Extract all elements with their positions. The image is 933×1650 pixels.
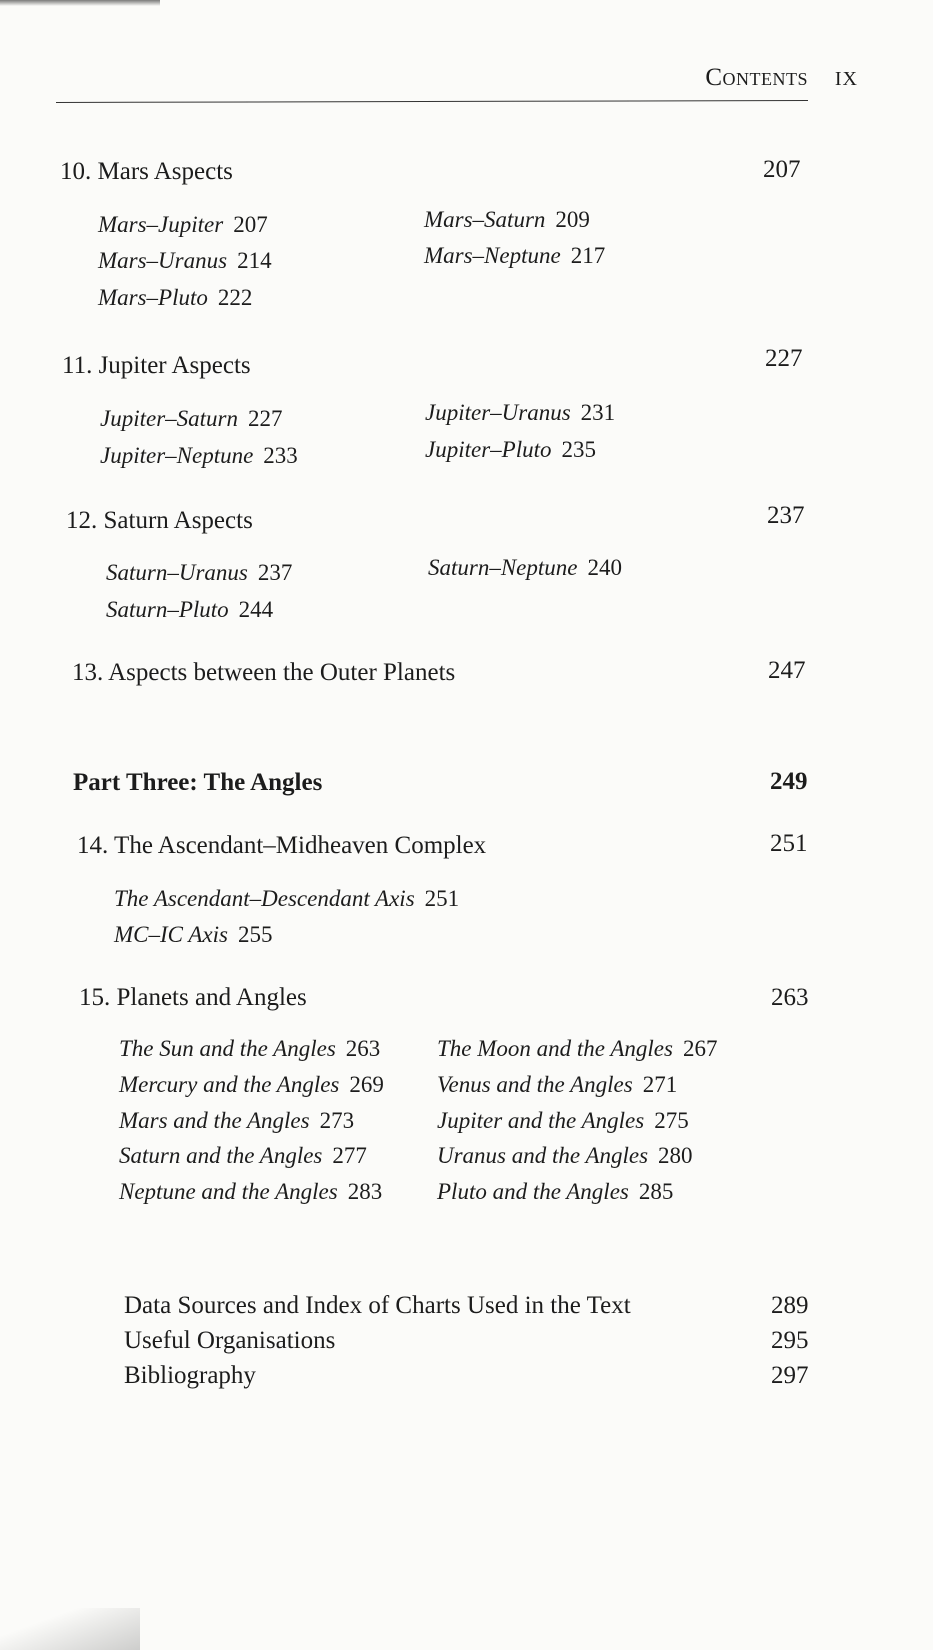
subentry-label: Mars–Pluto — [98, 285, 208, 310]
subentry — [98, 248, 272, 274]
subentry — [100, 443, 298, 469]
subentry-page: 255 — [237, 922, 273, 947]
chapter-12-title: 12. Saturn Aspects — [66, 507, 253, 534]
subentry-label: The Ascendant–Descendant Axis — [114, 886, 415, 911]
subentry-page: 240 — [587, 555, 622, 580]
header-title: Contents — [705, 64, 808, 91]
subentry — [119, 1072, 384, 1098]
subentry — [100, 406, 283, 432]
subentry-page: 269 — [349, 1072, 384, 1097]
subentry — [119, 1143, 367, 1169]
subentry-label: Uranus and the Angles — [437, 1143, 649, 1168]
chapter-10-title: 10. Mars Aspects — [60, 158, 233, 185]
chapter-13-page: 247 — [768, 657, 806, 684]
subentry-label: The Moon and the Angles — [437, 1036, 673, 1061]
chapter-11-page: 227 — [765, 345, 803, 372]
subentry — [106, 597, 273, 623]
subentry — [114, 922, 272, 948]
subentry — [119, 1036, 380, 1062]
subentry — [437, 1143, 693, 1169]
subentry-label: The Sun and the Angles — [119, 1036, 336, 1061]
chapter-15-page: 263 — [771, 984, 809, 1011]
subentry-page: 237 — [257, 560, 293, 585]
subentry-label: Mars–Jupiter — [98, 212, 224, 237]
subentry — [106, 560, 292, 586]
subentry-label: Mercury and the Angles — [119, 1072, 340, 1097]
subentry-page: 271 — [642, 1072, 678, 1097]
subentry-label: Jupiter–Uranus — [425, 400, 571, 425]
subentry-page: 227 — [248, 406, 283, 431]
subentry — [428, 555, 622, 581]
subentry-label: MC–IC Axis — [114, 922, 228, 947]
subentry-page: 235 — [561, 437, 596, 462]
subentry-page: 244 — [238, 597, 274, 622]
chapter-14-page: 251 — [770, 830, 808, 857]
subentry-label: Jupiter–Saturn — [100, 406, 238, 431]
subentry-label: Saturn and the Angles — [119, 1143, 323, 1168]
subentry-label: Mars–Neptune — [424, 243, 561, 268]
subentry-page: 273 — [319, 1108, 355, 1133]
subentry — [437, 1072, 677, 1098]
back-matter-page: 289 — [771, 1292, 809, 1319]
subentry-page: 217 — [570, 243, 606, 268]
subentry-page: 283 — [347, 1179, 383, 1204]
back-matter-page: 297 — [771, 1362, 809, 1389]
subentry-label: Venus and the Angles — [437, 1072, 633, 1097]
chapter-10-page: 207 — [763, 156, 801, 183]
subentry-page: 263 — [345, 1036, 381, 1061]
back-matter-title: Data Sources and Index of Charts Used in the Text — [124, 1292, 631, 1319]
subentry-page: 233 — [263, 443, 298, 468]
subentry — [437, 1179, 673, 1205]
subentry — [424, 207, 590, 233]
subentry-label: Jupiter–Neptune — [100, 443, 254, 468]
subentry — [424, 243, 605, 269]
part-three-page: 249 — [770, 768, 808, 795]
subentry-label: Jupiter–Pluto — [425, 437, 552, 462]
back-matter-title: Bibliography — [124, 1362, 256, 1389]
subentry-page: 251 — [424, 886, 460, 911]
subentry-label: Saturn–Neptune — [428, 555, 578, 580]
subentry-label: Saturn–Uranus — [106, 560, 248, 585]
chapter-12-page: 237 — [767, 502, 805, 529]
subentry-label: Jupiter and the Angles — [437, 1108, 645, 1133]
subentry-page: 214 — [237, 248, 272, 273]
part-three-title: Part Three: The Angles — [73, 769, 323, 796]
subentry — [437, 1108, 689, 1134]
subentry-page: 222 — [217, 285, 253, 310]
back-matter-title: Useful Organisations — [124, 1327, 336, 1354]
subentry-page: 275 — [654, 1108, 689, 1133]
subentry-page: 267 — [682, 1036, 718, 1061]
subentry-label: Pluto and the Angles — [437, 1179, 629, 1204]
chapter-13-title: 13. Aspects between the Outer Planets — [72, 659, 456, 686]
subentry-label: Mars–Uranus — [98, 248, 228, 273]
subentry — [425, 400, 615, 426]
subentry — [425, 437, 596, 463]
subentry-label: Saturn–Pluto — [106, 597, 229, 622]
chapter-11-title: 11. Jupiter Aspects — [62, 352, 251, 379]
subentry-page: 209 — [555, 207, 590, 232]
subentry-label: Mars and the Angles — [119, 1108, 310, 1133]
page-edge-shadow — [0, 0, 160, 6]
subentry — [119, 1108, 354, 1134]
header-page-number: IX — [834, 68, 858, 90]
subentry-page: 277 — [332, 1143, 367, 1168]
chapter-14-title: 14. The Ascendant–Midheaven Complex — [77, 832, 487, 859]
subentry — [98, 212, 268, 238]
running-header — [0, 64, 933, 104]
subentry-label: Mars–Saturn — [424, 207, 546, 232]
subentry-page: 231 — [580, 400, 616, 425]
chapter-15-title: 15. Planets and Angles — [79, 984, 307, 1011]
subentry — [114, 886, 459, 912]
page-corner-shadow — [0, 1608, 140, 1650]
subentry-page: 207 — [233, 212, 268, 237]
subentry-label: Neptune and the Angles — [119, 1179, 338, 1204]
subentry — [437, 1036, 717, 1062]
subentry — [119, 1179, 382, 1205]
subentry — [98, 285, 252, 311]
back-matter-page: 295 — [771, 1327, 809, 1354]
subentry-page: 285 — [638, 1179, 674, 1204]
subentry-page: 280 — [658, 1143, 693, 1168]
